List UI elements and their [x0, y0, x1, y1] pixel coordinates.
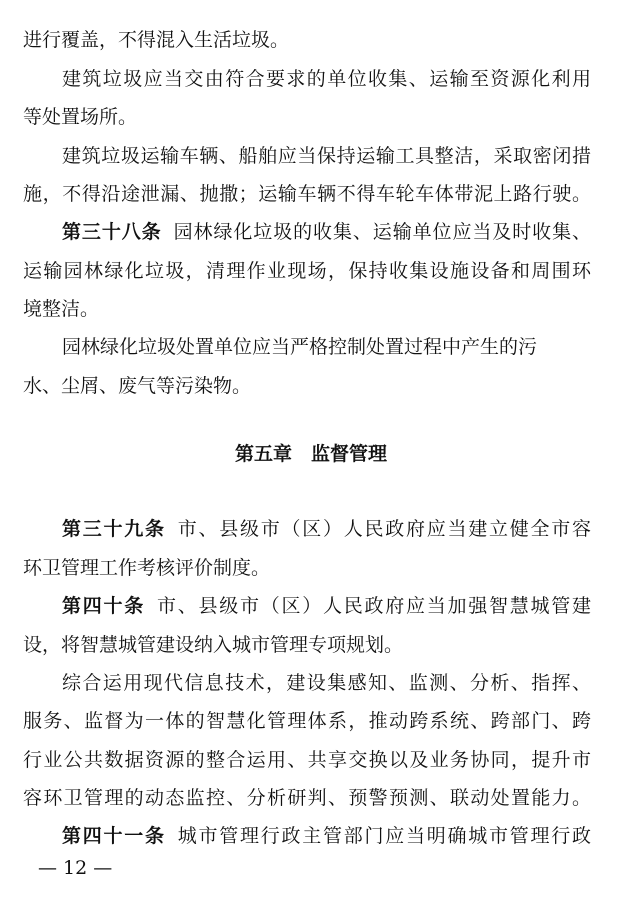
- article-line: [62, 219, 591, 245]
- text-line: 设，将智慧城管建设纳入城市管理专项规划。: [23, 634, 404, 656]
- text-line: 建筑垃圾应当交由符合要求的单位收集、运输至资源化利用: [62, 68, 591, 90]
- text-line: 进行覆盖，不得混入生活垃圾。: [23, 29, 290, 51]
- article-number: 第三十九条: [62, 518, 166, 540]
- article-line: [62, 823, 591, 849]
- text-line: 园林绿化垃圾处置单位应当严格控制处置过程中产生的污: [62, 336, 538, 358]
- page-number: — 12 —: [38, 857, 113, 879]
- article-number: 第四十一条: [62, 825, 166, 847]
- article-line: [62, 516, 591, 542]
- text-line: 行业公共数据资源的整合运用、共享交换以及业务协同，提升市: [23, 749, 591, 771]
- text-line: 建筑垃圾运输车辆、船舶应当保持运输工具整洁，采取密闭措: [62, 145, 591, 167]
- article-text: 市、县级市（区）人民政府应当建立健全市容: [177, 518, 591, 540]
- text-line: 施，不得沿途泄漏、抛撒；运输车辆不得车轮车体带泥上路行驶。: [23, 183, 591, 205]
- text-line: 容环卫管理的动态监控、分析研判、预警预测、联动处置能力。: [23, 787, 591, 809]
- article-number: 第四十条: [62, 595, 145, 617]
- article-text: 市、县级市（区）人民政府应当加强智慧城管建: [157, 595, 591, 617]
- text-line: 等处置场所。: [23, 106, 138, 128]
- text-line: 水、尘屑、废气等污染物。: [23, 375, 252, 397]
- article-number: 第三十八条: [62, 221, 162, 243]
- article-text: 城市管理行政主管部门应当明确城市管理行政: [177, 825, 591, 847]
- text-line: 服务、监督为一体的智慧化管理体系，推动跨系统、跨部门、跨: [23, 710, 591, 732]
- chapter-heading: 第五章 监督管理: [234, 443, 387, 465]
- text-line: 运输园林绿化垃圾，清理作业现场，保持收集设施设备和周围环: [23, 260, 591, 282]
- article-text: 园林绿化垃圾的收集、运输单位应当及时收集、: [173, 221, 591, 243]
- text-line: 环卫管理工作考核评价制度。: [23, 557, 271, 579]
- text-line: 综合运用现代信息技术，建设集感知、监测、分析、指挥、: [62, 672, 591, 694]
- article-line: [62, 593, 591, 619]
- text-line: 境整洁。: [23, 298, 100, 320]
